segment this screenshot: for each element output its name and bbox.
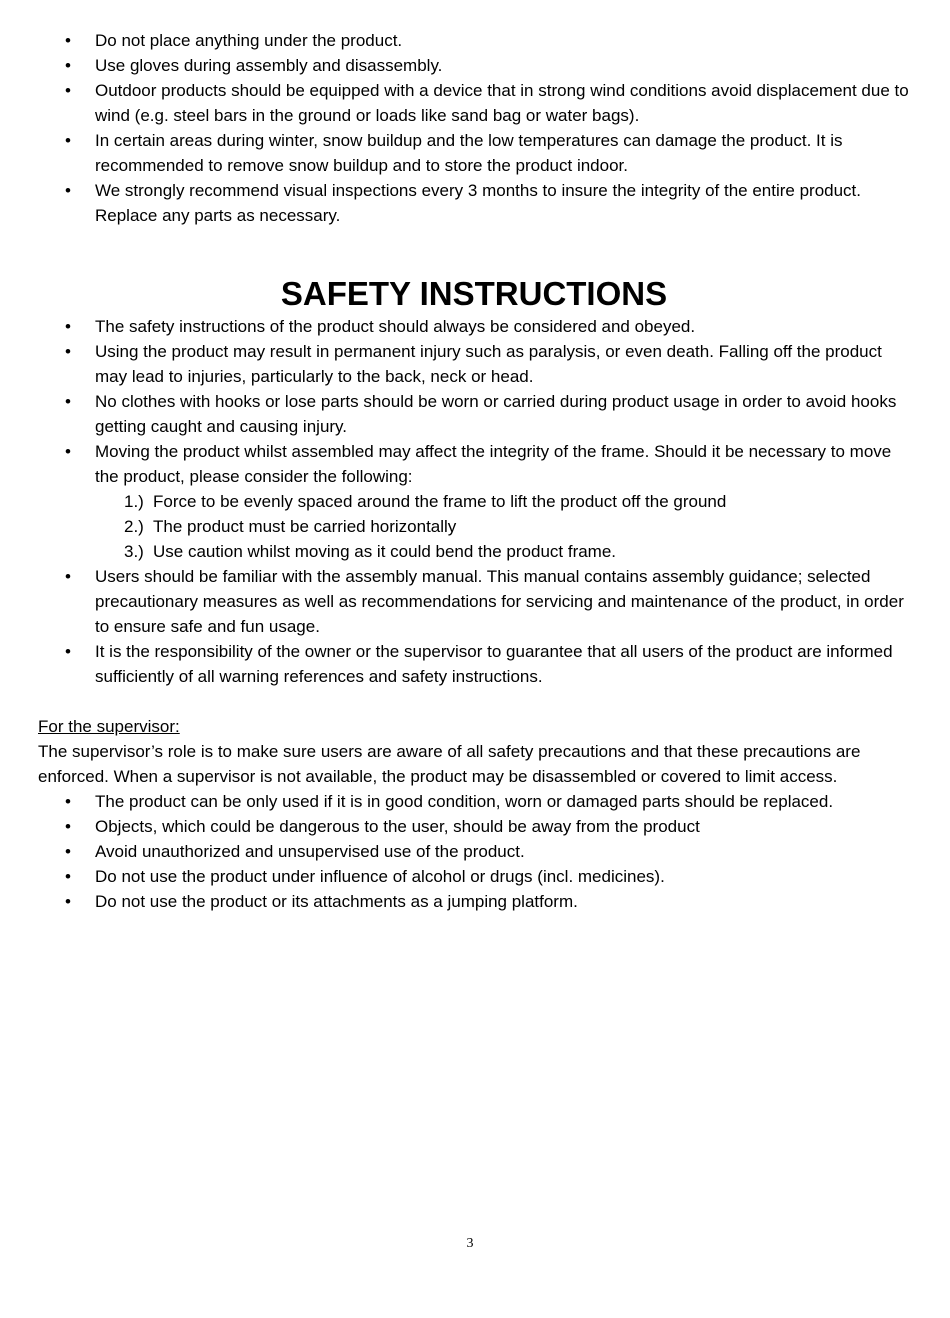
moving-steps-list [38, 489, 910, 564]
step-item [38, 539, 910, 564]
list-item: • Users should be familiar with the assembly manual. This manual contains assembly guidance; selected precautionary measures as well as recommendations for servicing and maintenance of the product, in order to ensure safe and fun usage. [38, 564, 910, 639]
list-item: • Using the product may result in permanent injury such as paralysis, or even death. Falling off the product may lead to injuries, particularly to the back, neck or head. [38, 339, 910, 389]
list-item: • No clothes with hooks or lose parts should be worn or carried during product usage in order to avoid hooks getting caught and causing injury. [38, 389, 910, 439]
list-item: • Outdoor products should be equipped with a device that in strong wind conditions avoid displacement due to wind (e.g. steel bars in the ground or loads like sand bag or water bags). [38, 78, 910, 128]
list-item: • Do not use the product under influence of alcohol or drugs (incl. medicines). [38, 864, 910, 889]
step-number: 2.) [124, 517, 144, 536]
safety-bullet-list-continued [38, 564, 910, 689]
list-item: • We strongly recommend visual inspections every 3 months to insure the integrity of the entire product. Replace any parts as necessary. [38, 178, 910, 228]
document-page [38, 28, 910, 914]
list-item: • The product can be only used if it is in good condition, worn or damaged parts should be replaced. [38, 789, 910, 814]
list-item: • Objects, which could be dangerous to the user, should be away from the product [38, 814, 910, 839]
supervisor-heading: For the supervisor: [38, 717, 180, 736]
list-item: • Do not use the product or its attachments as a jumping platform. [38, 889, 910, 914]
page-number: 3 [466, 1236, 474, 1251]
step-item [38, 489, 910, 514]
supervisor-bullet-list [38, 789, 910, 914]
step-text: The product must be carried horizontally [153, 517, 457, 536]
step-number: 1.) [124, 492, 144, 511]
list-item: • Do not place anything under the product. [38, 28, 910, 53]
list-item: • It is the responsibility of the owner or the supervisor to guarantee that all users of the product are informed sufficiently of all warning references and safety instructions. [38, 639, 910, 689]
step-text: Use caution whilst moving as it could bend the product frame. [153, 542, 617, 561]
step-number: 3.) [124, 542, 144, 561]
safety-bullet-list [38, 314, 910, 489]
intro-bullet-list [38, 28, 910, 228]
list-item: • The safety instructions of the product should always be considered and obeyed. [38, 314, 910, 339]
section-title: SAFETY INSTRUCTIONS [280, 275, 668, 312]
step-item [38, 514, 910, 539]
supervisor-paragraph: The supervisor’s role is to make sure users are aware of all safety precautions and that these precautions are enforced. When a supervisor is not available, the product may be disassembled or covered to limit access. [38, 742, 861, 786]
list-item: • In certain areas during winter, snow buildup and the low temperatures can damage the product. It is recommended to remove snow buildup and to store the product indoor. [38, 128, 910, 178]
list-item: • Use gloves during assembly and disassembly. [38, 53, 910, 78]
list-item: • Avoid unauthorized and unsupervised use of the product. [38, 839, 910, 864]
step-text: Force to be evenly spaced around the frame to lift the product off the ground [153, 492, 727, 511]
list-item: • Moving the product whilst assembled may affect the integrity of the frame. Should it be necessary to move the product, please consider the following: [38, 439, 910, 489]
